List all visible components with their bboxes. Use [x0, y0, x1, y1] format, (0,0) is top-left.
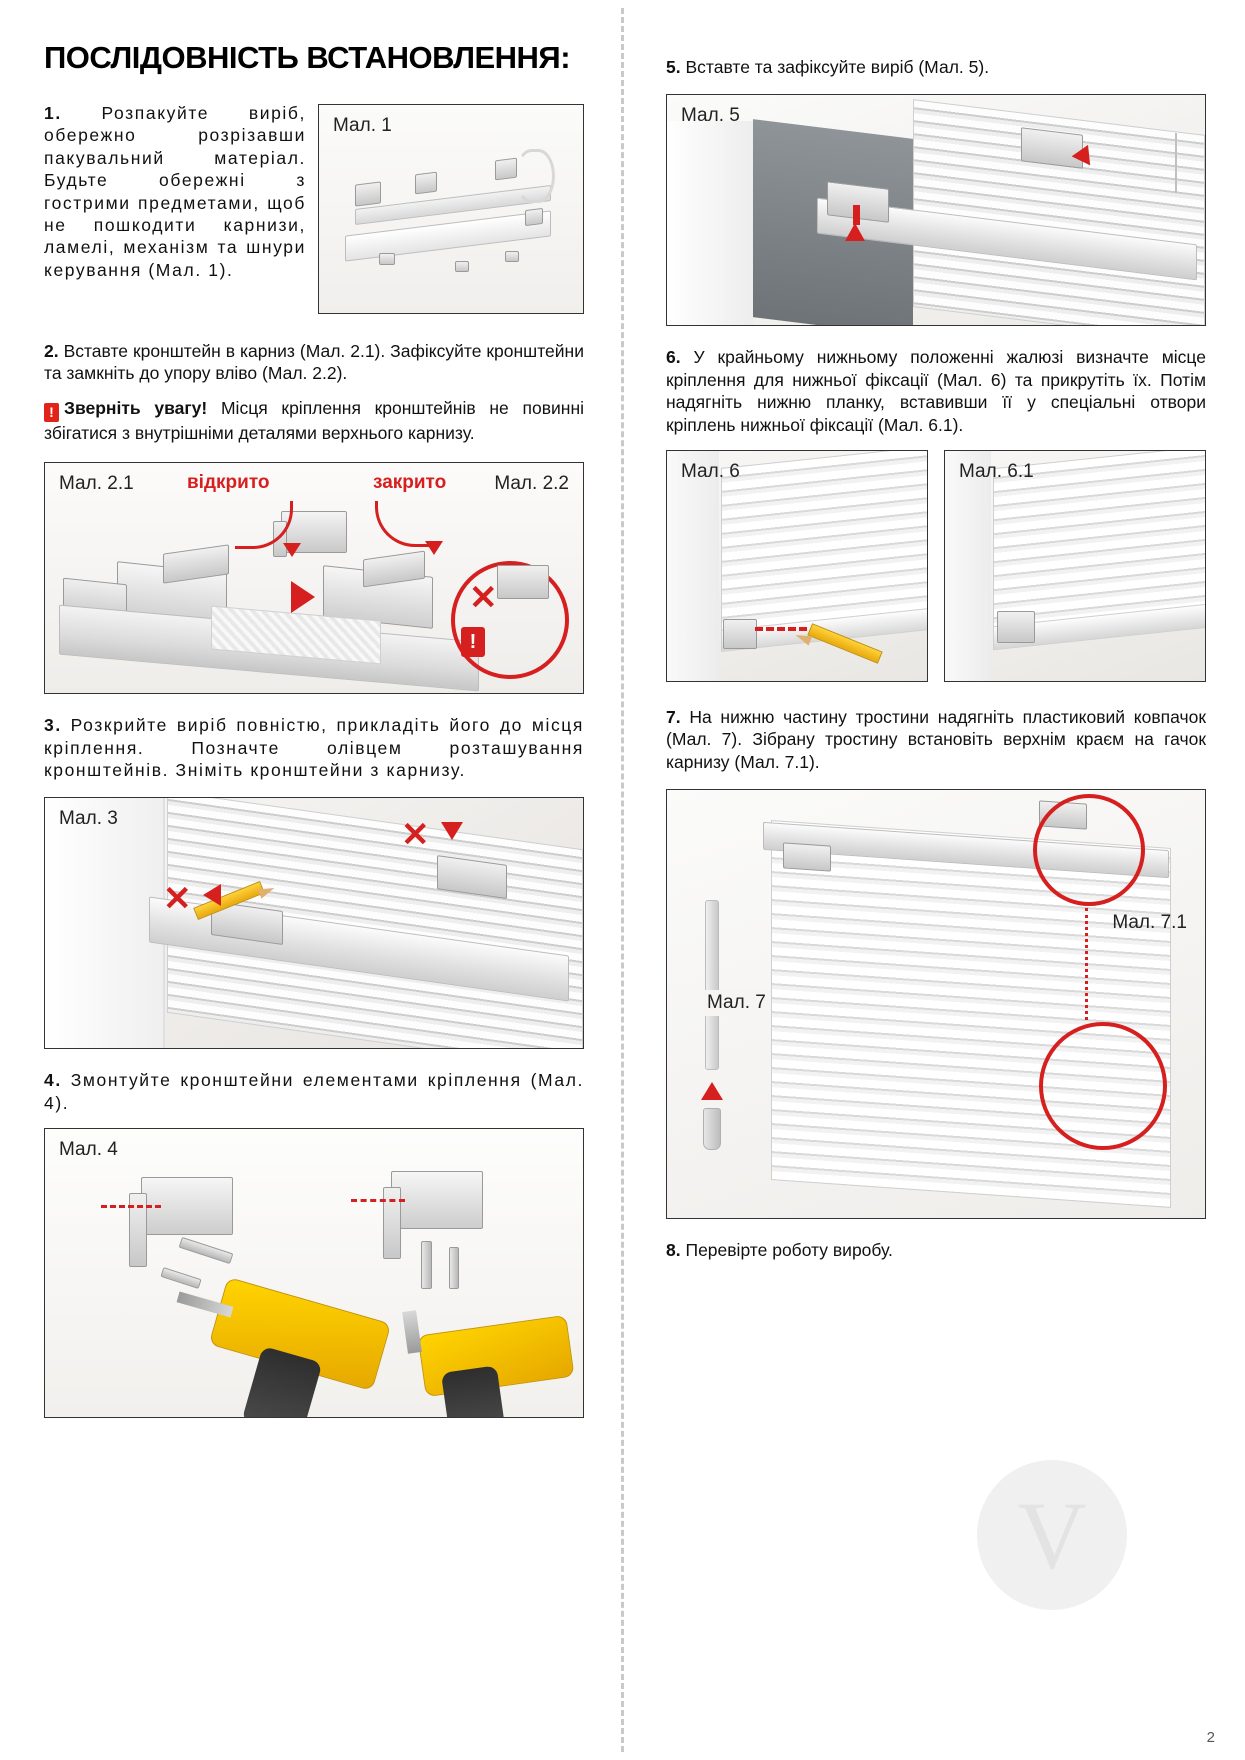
step1-block: [44, 102, 584, 314]
small-part-1: [379, 253, 395, 265]
arrow-head-3b: [441, 822, 463, 840]
attention-icon: !: [44, 403, 59, 422]
figure-3-caption: Мал. 3: [59, 808, 118, 830]
small-part-2: [455, 261, 469, 272]
figure-1-caption: Мал. 1: [333, 115, 392, 136]
arrow-head-center: [291, 581, 315, 613]
step3-block: [44, 714, 584, 781]
figure-7-caption: Мал. 7: [703, 990, 770, 1016]
blind-cord-5: [1175, 133, 1177, 193]
step2-text: [44, 340, 584, 385]
step8-number: 8.: [666, 1240, 681, 1261]
detail-circle-bottom: [1039, 1022, 1167, 1150]
page-title: ПОСЛІДОВНІСТЬ ВСТАНОВЛЕННЯ:: [44, 40, 571, 75]
arrow-head-2: [425, 541, 443, 555]
figure-6-1: [944, 450, 1206, 682]
figure-1: [318, 104, 584, 314]
screw-4-right: [421, 1241, 432, 1289]
step1-text: [44, 102, 306, 281]
step4-number: 4.: [44, 1070, 62, 1091]
endcap-part: [525, 208, 543, 226]
figure-6-caption: Мал. 6: [681, 460, 740, 482]
step3-number: 3.: [44, 715, 62, 736]
step3-body: Розкрийте виріб повністю, прикладіть його до місця кріплення. Позначте олівцем розташування кронштейнів. Зніміть кронштейни з карнизу.: [44, 715, 584, 780]
step6-text: [666, 346, 1206, 436]
step7-block: [666, 706, 1206, 773]
window-frame-5: [667, 121, 753, 326]
figure-3: [44, 797, 584, 1049]
step2-block: [44, 340, 584, 444]
bottom-fixing-6-1: [997, 611, 1035, 643]
figure-5-caption: Мал. 5: [681, 105, 740, 127]
step7-text: [666, 706, 1206, 773]
window-frame-3: [45, 798, 165, 1049]
detail-circle-top: [1033, 794, 1145, 906]
bracket-part-a: [355, 181, 381, 206]
figure-2: [44, 462, 584, 694]
screw-4-right-2: [449, 1247, 459, 1289]
wand-rod: [705, 900, 719, 1070]
bracket-4-right-wing: [383, 1187, 401, 1259]
step6-block: [666, 346, 1206, 436]
figure-4-caption: Мал. 4: [59, 1139, 118, 1161]
attention-label: Зверніть увагу!: [64, 397, 208, 418]
figure-5: [666, 94, 1206, 326]
figure-7-1-caption: Мал. 7.1: [1112, 912, 1187, 934]
window-frame-6: [667, 451, 719, 682]
bracket-part-c: [495, 158, 517, 181]
step4-text: [44, 1069, 584, 1114]
step1-number: 1.: [44, 103, 62, 123]
step2-number: 2.: [44, 341, 59, 361]
figure-6-row: [666, 450, 1206, 682]
cross-mark-figure-2: ✕: [469, 579, 498, 618]
bottom-fixing-6: [723, 619, 757, 649]
warning-mark: !: [469, 631, 477, 654]
step4-body: Змонтуйте кронштейни елементами кріплення (Мал. 4).: [44, 1070, 584, 1113]
arrow-5-left: [845, 223, 865, 241]
dashed-line-4-right: [351, 1199, 405, 1202]
figure-2-2-caption: Мал. 2.2: [494, 473, 569, 495]
bracket-wrong-position: [497, 565, 549, 599]
step5-text: [666, 56, 1206, 78]
drill-2-handle: [441, 1366, 505, 1419]
step4-block: [44, 1069, 584, 1114]
wand-cap: [703, 1108, 721, 1150]
step5-block: [666, 56, 1206, 78]
control-cord: [515, 149, 555, 203]
warning-square: [461, 627, 485, 657]
two-column-layout: [44, 28, 1209, 1438]
arrow-5-left-stem: [853, 205, 860, 225]
step7-number: 7.: [666, 706, 681, 727]
step2-attention: [44, 397, 584, 444]
step6-body: У крайньому нижньому положенні жалюзі визначте місце кріплення для нижньої фіксації (Мал. 6) та прикрутіть їх. Потім надягніть нижню планку, вставивши її у спеціальні отвори кріплень нижньої фіксації (Мал. 6.1).: [666, 347, 1206, 435]
label-open: відкрито: [187, 472, 270, 494]
arrow-wand-up: [701, 1082, 723, 1100]
step7-body: На нижню частину тростини надягніть пластиковий ковпачок (Мал. 7). Зібрану тростину встановіть верхнім краєм на гачок карнизу (Мал. 7.1).: [666, 706, 1206, 772]
step3-text: [44, 714, 584, 781]
step2-body: Вставте кронштейн в карниз (Мал. 2.1). Зафіксуйте кронштейни та замкніть до упору вліво (Мал. 2.2).: [44, 341, 584, 384]
arrow-head-1: [283, 543, 301, 557]
page-number: 2: [1206, 1729, 1215, 1746]
step5-number: 5.: [666, 57, 681, 77]
label-closed: закрито: [373, 472, 447, 494]
small-part-3: [505, 251, 519, 262]
left-column: [44, 28, 584, 1438]
detail-connector-dots: [1085, 908, 1088, 1020]
figure-6-1-caption: Мал. 6.1: [959, 460, 1034, 482]
right-column: [666, 28, 1206, 1438]
bracket-7-left: [783, 842, 831, 871]
watermark: V: [977, 1460, 1127, 1610]
cross-mark-3a: ✕: [163, 880, 192, 919]
attention-text: Місця кріплення кронштейнів не повинні збігатися з внутрішніми деталями верхнього карнизу.: [44, 397, 584, 443]
step8-text: [666, 1239, 1206, 1261]
bracket-part-b: [415, 172, 437, 195]
dashed-line-4-left: [101, 1205, 161, 1208]
step1-body: Розпакуйте виріб, обережно розрізавши пакувальний матеріал. Будьте обережні з гострими предметами, щоб не пошкодити карнизи, ламелі, механізм та шнури керування (Мал. 1).: [44, 103, 306, 280]
figure-2-1-caption: Мал. 2.1: [59, 473, 134, 495]
window-frame-6-1: [945, 451, 991, 682]
step5-body: Вставте та зафіксуйте виріб (Мал. 5).: [685, 57, 990, 77]
figure-7: [666, 789, 1206, 1219]
step8-body: Перевірте роботу виробу.: [685, 1240, 893, 1261]
cross-mark-3b: ✕: [401, 816, 430, 855]
figure-6: [666, 450, 928, 682]
column-divider: [621, 8, 624, 1752]
arrow-head-3a: [203, 884, 221, 906]
step8-block: [666, 1239, 1206, 1261]
figure-4: [44, 1128, 584, 1418]
step6-number: 6.: [666, 347, 681, 368]
